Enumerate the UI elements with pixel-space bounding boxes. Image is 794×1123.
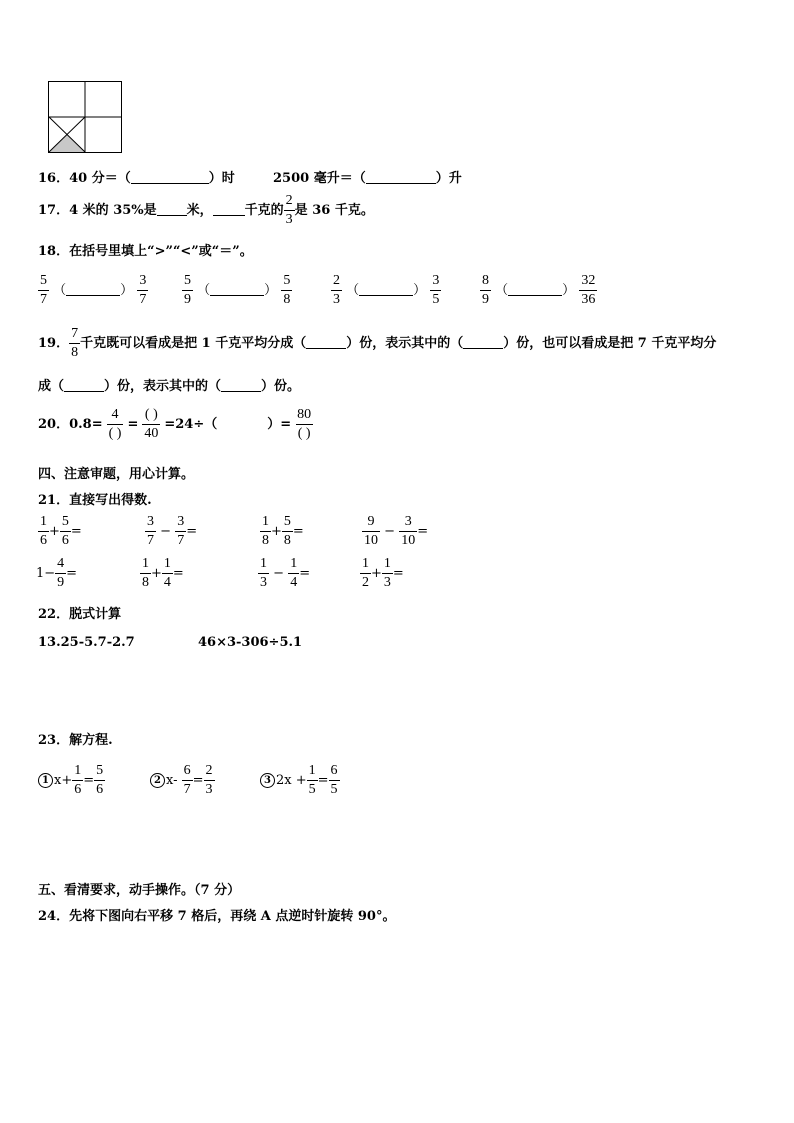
compare-pair-3: $\frac{2}{3}$ （ ） $\frac{3}{5}$ — [333, 273, 440, 307]
expression-1: 13.25-5.7-2.7 — [38, 635, 135, 650]
compare-pair-2: $\frac{5}{9}$ （ ） $\frac{5}{8}$ — [184, 273, 291, 307]
section-5-heading: 五、看清要求，动手操作。（7 分） — [38, 883, 241, 898]
compare-blank[interactable] — [359, 283, 413, 296]
calc-item: $\frac{3}{7}$ − $\frac{3}{7}$ = — [147, 514, 198, 548]
question-16b: 2500 毫升＝（ ）升 — [273, 171, 462, 186]
fraction: $\frac{2}{3}$ — [285, 193, 293, 227]
calc-item: $\frac{1}{2}$ + $\frac{1}{3}$ = — [362, 556, 404, 590]
question-19-line2: 成（ ）份，表示其中的（ ）份。 — [38, 379, 301, 394]
compare-pair-4: $\frac{8}{9}$ （ ） $\frac{32}{36}$ — [482, 273, 596, 307]
section-4-heading: 四、注意审题，用心计算。 — [38, 467, 195, 482]
question-24: 24．先将下图向右平移 7 格后，再绕 A 点逆时针旋转 90°。 — [38, 909, 396, 924]
shaded-triangle — [49, 135, 85, 152]
calc-item: $\frac{9}{10}$ − $\frac{3}{10}$ = — [364, 514, 429, 548]
equation-3: 3 2x + $\frac{1}{5}$ = $\frac{6}{5}$ — [260, 764, 340, 797]
answer-blank[interactable] — [306, 336, 346, 349]
compare-blank[interactable] — [210, 283, 264, 296]
calc-item: $\frac{1}{8}$ + $\frac{1}{4}$ = — [142, 556, 184, 590]
answer-blank[interactable] — [366, 171, 436, 184]
equation-2: 2 x- $\frac{6}{7}$ = $\frac{2}{3}$ — [150, 764, 215, 797]
calc-item: $\frac{1}{8}$ + $\frac{5}{8}$ = — [262, 514, 304, 548]
number-circle: 1 — [38, 773, 53, 788]
answer-blank[interactable] — [221, 379, 261, 392]
compare-blank[interactable] — [508, 283, 562, 296]
compare-pair-1: $\frac{5}{7}$ （ ） $\frac{3}{7}$ — [40, 273, 147, 307]
calc-item: $\frac{1}{3}$ − $\frac{1}{4}$ = — [260, 556, 311, 590]
question-17: 17．4 米的 35%是 米， 千克的 $\frac{2}{3}$ 是 36 千克。 — [38, 193, 374, 227]
question-19: 19． $\frac{7}{8}$ 千克既可以看成是把 1 千克平均分成（ ）份，表示其中的（ ）份，也可以看成是把 7 千克平均分 — [38, 326, 717, 360]
fraction: $\frac{7}{8}$ — [71, 326, 79, 360]
calc-item: $\frac{1}{6}$ + $\frac{5}{6}$ = — [40, 514, 82, 548]
grid-figure — [48, 81, 122, 153]
question-23-title: 23．解方程. — [38, 733, 113, 748]
answer-blank[interactable] — [157, 203, 187, 216]
question-16: 16．40 分＝（ ）时 — [38, 171, 235, 186]
compare-blank[interactable] — [66, 283, 120, 296]
answer-blank[interactable] — [463, 336, 503, 349]
calc-item: 1− $\frac{4}{9}$ = — [36, 556, 78, 590]
answer-blank[interactable] — [213, 203, 245, 216]
expression-2: 46×3-306÷5.1 — [198, 635, 303, 650]
answer-blank[interactable] — [131, 171, 209, 184]
number-circle: 3 — [260, 773, 275, 788]
question-18: 18．在括号里填上“>”“<”或“＝”。 — [38, 244, 253, 259]
number-circle: 2 — [150, 773, 165, 788]
question-22-title: 22．脱式计算 — [38, 607, 122, 622]
question-21-title: 21．直接写出得数. — [38, 493, 152, 508]
question-20: 20．0.8= $\frac{4}{( )}$ = $\frac{( )}{40}$ =24÷（ ）= $\frac{80}{( )}$ — [38, 407, 312, 441]
answer-blank[interactable] — [64, 379, 104, 392]
equation-1: 1 x+ $\frac{1}{6}$ = $\frac{5}{6}$ — [38, 764, 105, 797]
